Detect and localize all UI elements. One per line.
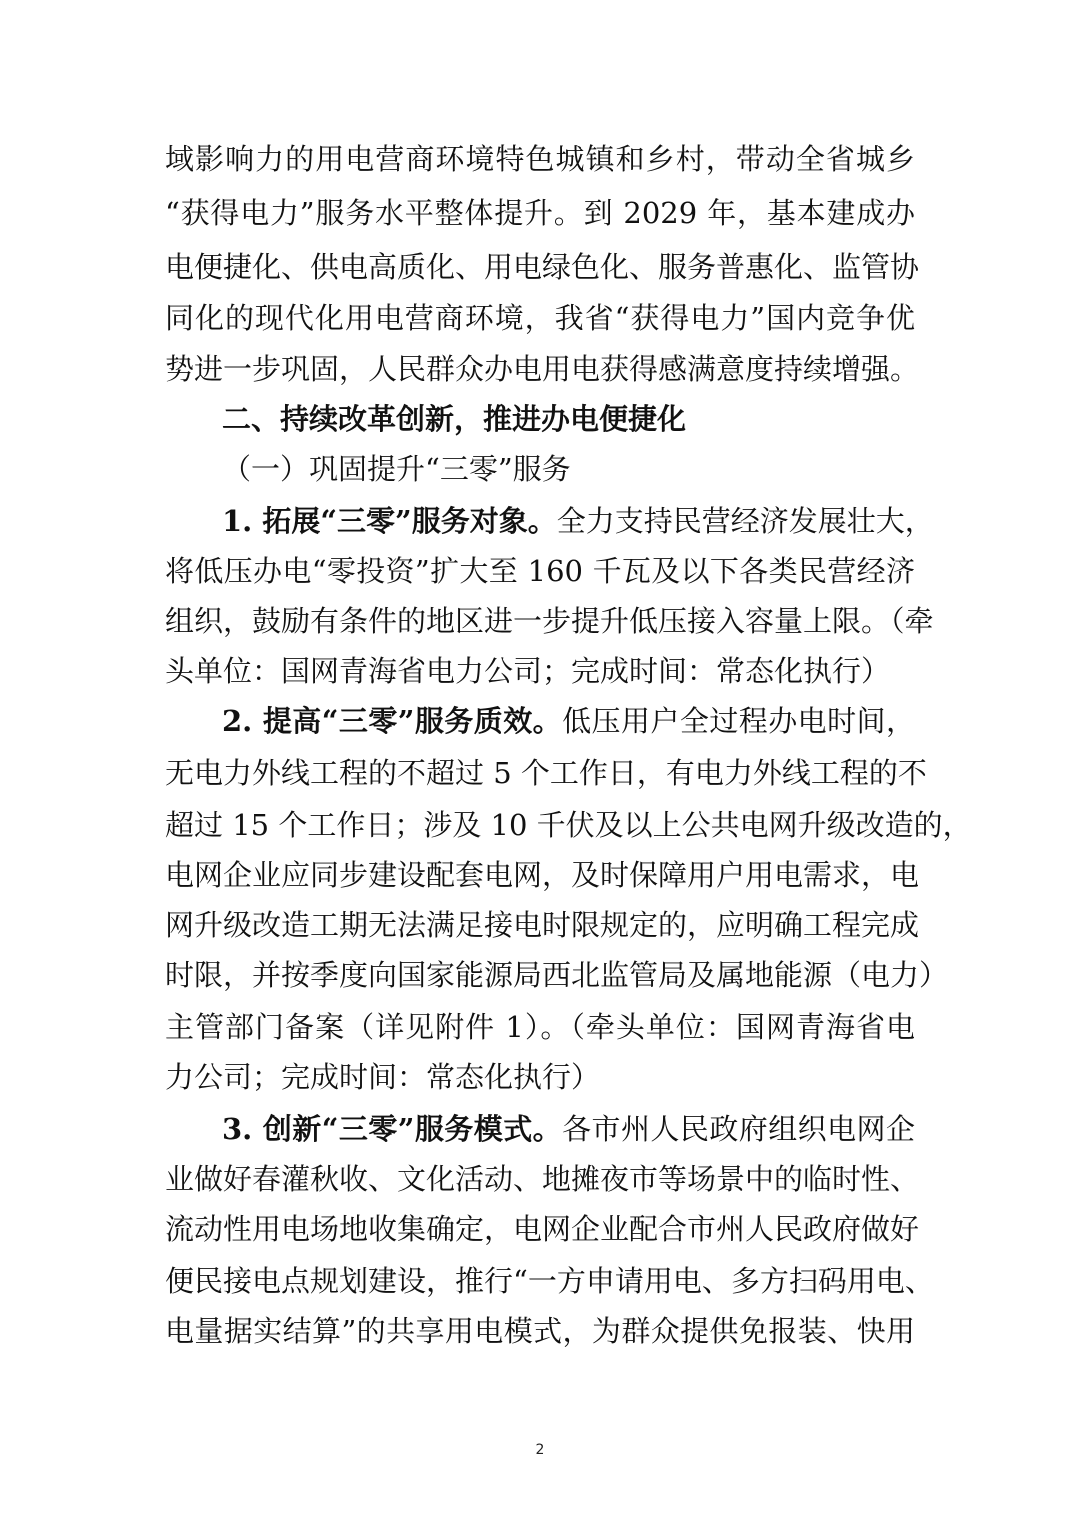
item-2-title: 2. 提高“三零”服务质效。 <box>222 704 563 738</box>
paragraph-line: 将低压办电“零投资”扩大至 160 千瓦及以下各类民营经济 <box>165 554 915 588</box>
section-heading: 二、持续改革创新，推进办电便捷化 <box>222 402 687 436</box>
paragraph-line: 组织，鼓励有条件的地区进一步提升低压接入容量上限。（牵 <box>165 604 934 638</box>
paragraph-line: 超过 15 个工作日；涉及 10 千伏及以上公共电网升级改造的， <box>165 808 972 842</box>
paragraph-line: 业做好春灌秋收、文化活动、地摊夜市等场景中的临时性、 <box>165 1162 920 1196</box>
item-2-first-line <box>222 694 915 748</box>
paragraph-line: 电量据实结算”的共享用电模式，为群众提供免报装、快用 <box>165 1314 915 1348</box>
paragraph-line: “获得电力”服务水平整体提升。到 2029 年，基本建成办 <box>165 196 915 230</box>
paragraph-line: 头单位：国网青海省电力公司；完成时间：常态化执行） <box>165 654 891 688</box>
paragraph-line: 同化的现代化用电营商环境，我省“获得电力”国内竞争优 <box>165 301 915 335</box>
item-1-text: 全力支持民营经济发展壮大， <box>556 504 934 538</box>
paragraph-line: 电便捷化、供电高质化、用电绿色化、服务普惠化、监管协 <box>165 250 920 284</box>
item-3-text: 各市州人民政府组织电网企 <box>562 1112 915 1146</box>
paragraph-line: 无电力外线工程的不超过 5 个工作日，有电力外线工程的不 <box>165 756 927 790</box>
paragraph-line: 网升级改造工期无法满足接电时限规定的，应明确工程完成 <box>165 908 920 942</box>
item-1-first-line <box>222 494 934 548</box>
paragraph-line: 势进一步巩固，人民群众办电用电获得感满意度持续增强。 <box>165 352 920 386</box>
item-3-title: 3. 创新“三零”服务模式。 <box>222 1112 563 1146</box>
paragraph-line: 域影响力的用电营商环境特色城镇和乡村，带动全省城乡 <box>165 142 915 176</box>
paragraph-line: 流动性用电场地收集确定，电网企业配合市州人民政府做好 <box>165 1212 920 1246</box>
paragraph-line: 力公司；完成时间：常态化执行） <box>165 1060 601 1094</box>
paragraph-line: 便民接电点规划建设，推行“一方申请用电、多方扫码用电、 <box>165 1264 934 1298</box>
subsection-heading: （一）巩固提升“三零”服务 <box>222 452 571 486</box>
paragraph-line: 时限，并按季度向国家能源局西北监管局及属地能源（电力） <box>165 958 949 992</box>
item-3-first-line <box>222 1102 915 1156</box>
item-2-text: 低压用户全过程办电时间， <box>562 704 915 738</box>
item-1-title: 1. 拓展“三零”服务对象。 <box>222 504 557 538</box>
paragraph-line: 电网企业应同步建设配套电网，及时保障用户用电需求，电 <box>165 858 920 892</box>
paragraph-line: 主管部门备案（详见附件 1）。（牵头单位：国网青海省电 <box>165 1010 915 1044</box>
page-number: 2 <box>535 1442 545 1458</box>
